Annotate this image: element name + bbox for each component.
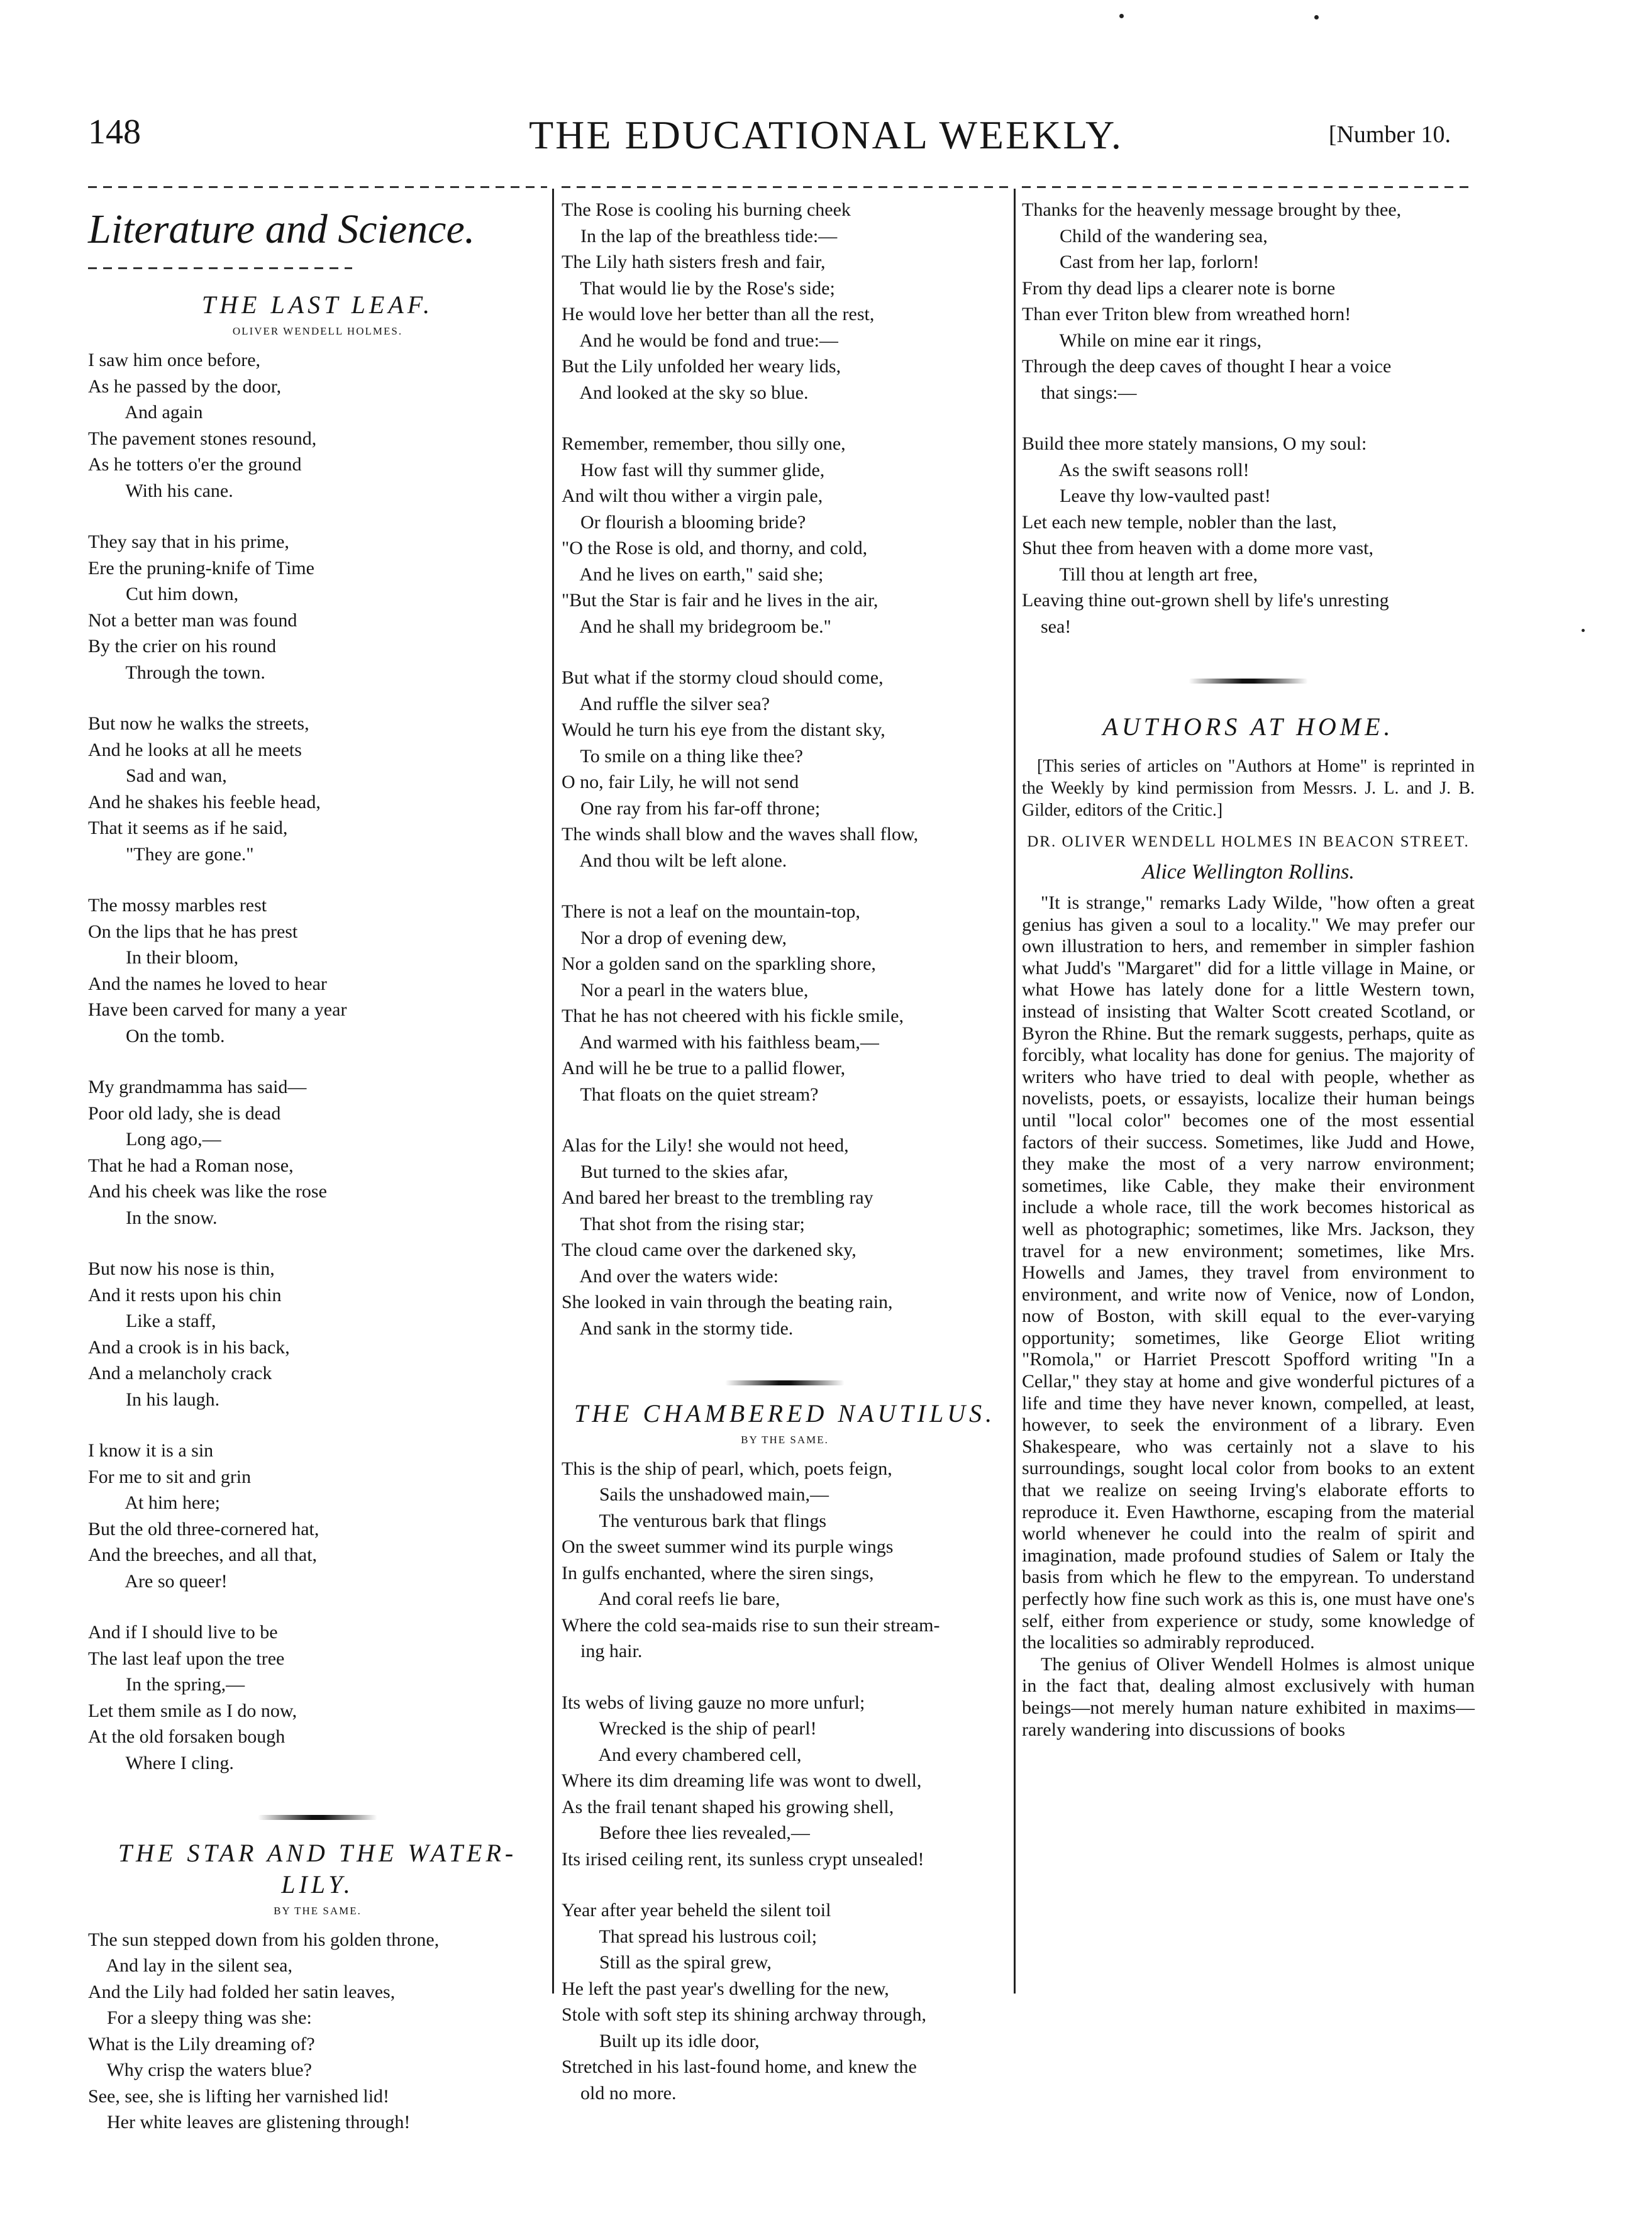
verse-line: The cloud came over the darkened sky, <box>562 1240 856 1260</box>
verse-line: Through the deep caves of thought I hear a voice <box>1022 356 1392 377</box>
column-rule-right <box>1014 189 1016 1994</box>
verse-line: On the sweet summer wind its purple wings <box>562 1536 894 1557</box>
verse-line: Build thee more stately mansions, O my soul: <box>1022 433 1367 454</box>
verse-line: That shot from the rising star; <box>562 1213 805 1234</box>
stanza <box>562 197 1008 406</box>
verse-line: Nor a pearl in the waters blue, <box>562 979 809 1001</box>
verse-line: And sank in the stormy tide. <box>562 1317 794 1339</box>
verse-line: That floats on the quiet stream? <box>562 1084 819 1105</box>
article-author: Alice Wellington Rollins. <box>1142 860 1355 884</box>
column-middle <box>562 182 1008 2131</box>
stanza <box>562 1133 1008 1341</box>
verse-line: Its irised ceiling rent, its sunless crypt unsealed! <box>562 1848 924 1870</box>
verse-line: But turned to the skies afar, <box>562 1161 789 1182</box>
verse-line: Than ever Triton blew from wreathed horn! <box>1022 304 1351 324</box>
verse-line: How fast will thy summer glide, <box>562 459 825 480</box>
verse-line: Not a better man was found <box>88 609 297 631</box>
editorial-note: [This series of articles on "Authors at Home" is reprinted in the Weekly by kind permission from Messrs. J. L. and J. B. Gilder, editors of the Critic.] <box>1022 756 1475 820</box>
verse-line: In the lap of the breathless tide:— <box>562 225 838 247</box>
verse-line: "But the Star is fair and he lives in the air, <box>562 590 879 611</box>
verse-line: As the swift seasons roll! <box>1022 459 1250 480</box>
verse-line: In their bloom, <box>88 947 239 968</box>
verse-line: Where its dim dreaming life was wont to dwell, <box>562 1770 922 1791</box>
verse-line: And it rests upon his chin <box>88 1284 282 1306</box>
scan-speck <box>1582 629 1585 632</box>
verse-line: Year after year beheld the silent toil <box>562 1900 831 1921</box>
verse-line: See, see, she is lifting her varnished lid! <box>88 2085 390 2107</box>
column-left <box>88 182 547 2161</box>
verse-line: And he shakes his feeble head, <box>88 791 321 812</box>
verse-line: But what if the stormy cloud should come, <box>562 667 884 688</box>
verse-line: Have been carved for many a year <box>88 999 347 1020</box>
verse-line: Thanks for the heavenly message brought by thee, <box>1022 199 1402 220</box>
verse-line: And looked at the sky so blue. <box>562 382 809 403</box>
verse-line: The sun stepped down from his golden throne, <box>88 1929 440 1950</box>
poem-title: THE LAST LEAF. <box>201 291 434 319</box>
verse-line: Long ago,— <box>88 1129 221 1150</box>
verse-line: Where I cling. <box>88 1752 234 1773</box>
verse-line: sea! <box>1022 616 1072 637</box>
verse-line: What is the Lily dreaming of? <box>88 2033 315 2055</box>
stanza <box>88 1438 547 1594</box>
verse-line: Stole with soft step its shining archway through, <box>562 2004 926 2025</box>
stanza <box>88 529 547 685</box>
article-title: AUTHORS AT HOME. <box>1102 712 1394 741</box>
verse-line: But now he walks the streets, <box>88 713 309 734</box>
verse-line: And a melancholy crack <box>88 1363 272 1384</box>
verse-line: And the Lily had folded her satin leaves, <box>88 1981 396 2002</box>
verse-line: Still as the spiral grew, <box>562 1952 772 1973</box>
verse-line: By the crier on his round <box>88 636 277 657</box>
ornamental-rule <box>562 1367 1008 1393</box>
issue-number: [Number 10. <box>1328 121 1451 148</box>
verse-line: My grandmamma has said— <box>88 1077 307 1097</box>
verse-line: Its webs of living gauze no more unfurl; <box>562 1692 865 1713</box>
poem-body <box>1022 197 1475 640</box>
verse-line: As he passed by the door, <box>88 375 282 397</box>
verse-line: On the tomb. <box>88 1025 225 1046</box>
stanza <box>562 1690 1008 1873</box>
poem-byline: OLIVER WENDELL HOLMES. <box>232 325 403 337</box>
verse-line: that sings:— <box>1022 382 1137 403</box>
verse-line: The last leaf upon the tree <box>88 1648 285 1669</box>
verse-line: This is the ship of pearl, which, poets feign, <box>562 1458 892 1479</box>
verse-line: Sails the unshadowed main,— <box>562 1484 829 1505</box>
stanza <box>88 711 547 867</box>
stanza <box>562 431 1008 640</box>
verse-line: The Lily hath sisters fresh and fair, <box>562 252 826 272</box>
poem-byline: BY THE SAME. <box>274 1904 362 1917</box>
column-rule-left <box>552 189 554 1994</box>
verse-line: In the snow. <box>88 1207 218 1228</box>
page-number: 148 <box>88 113 141 152</box>
verse-line: Are so queer! <box>88 1570 228 1592</box>
verse-line: And bared her breast to the trembling ray <box>562 1187 873 1208</box>
verse-line: The venturous bark that flings <box>562 1510 827 1531</box>
poem-body <box>562 1456 1008 2107</box>
verse-line: Her white leaves are glistening through! <box>88 2112 411 2132</box>
verse-line: Like a staff, <box>88 1311 216 1331</box>
stanza <box>88 1074 547 1231</box>
scan-speck <box>1119 14 1124 18</box>
verse-line: For a sleepy thing was she: <box>88 2007 312 2028</box>
verse-line: O no, fair Lily, he will not send <box>562 772 799 792</box>
verse-line: At the old forsaken bough <box>88 1726 285 1747</box>
scan-speck <box>1314 15 1319 19</box>
verse-line: Leaving thine out-grown shell by life's unresting <box>1022 590 1389 611</box>
verse-line: On the lips that he has prest <box>88 921 298 942</box>
stanza <box>1022 197 1475 406</box>
article-paragraph: "It is strange," remarks Lady Wilde, "how often a great genius has given a soul to a locality." We may prefer our own illustration to hers, and remember in simpler fashion what Judd's "Margaret" did for a little village in Maine, or what Howe has lately done for a little Western town, instead of insisting that Walter Scott created Scotland, or Byron the Rhine. But the remark suggests, perhaps, quite as forcibly, what locality has done for genius. The majority of writers who have tried to deal with people, whether as novelists, poets, or essayists, localize their human beings until "local color" becomes one of the most essential factors of their success. Sometimes, like Judd and Howe, they make the most of a very narrow environment; sometimes, like Cable, they make their environment include a whole race, till the work becomes historical as well as photographic; sometimes, like Mrs. Jackson, they travel for a new environment; sometimes, like Mrs. Howells and James, they travel from environment to environment, and write now of Venice, now of London, now of Boston, with skill equal to the ever-varying opportunity; sometimes, like George Eliot writing "Romola," or Harriet Prescott Spofford writing "In a Cellar," they stay at home and give wonderful pictures of a life and time they have never known, compelled, at least, however, to seek the environment of a library. Even Shakespeare, who was certainly not a slave to his surroundings, sought local color from books to an extent that we realize on seeing Irving's elaborate efforts to reproduce it. Even Hawthorne, escaping from the material world whenever he could into the realm of spirit and imagination, made profound studies of Salem or Italy the basis from which he flew to the empyrean. To understand perfectly how fine such work as this is, one must have one's self, either from experience or study, some knowledge of the localities so admirably reproduced. <box>1022 892 1475 1653</box>
poem-body <box>562 197 1008 1341</box>
verse-line: As the frail tenant shaped his growing shell, <box>562 1796 894 1817</box>
verse-line: Sad and wan, <box>88 765 227 786</box>
verse-line: And warmed with his faithless beam,— <box>562 1031 879 1053</box>
verse-line: At him here; <box>88 1492 220 1513</box>
verse-line: With his cane. <box>88 480 233 501</box>
verse-line: Shut thee from heaven with a dome more vast, <box>1022 538 1374 558</box>
stanza <box>88 892 547 1049</box>
poem-title: THE STAR AND THE WATER-LILY. <box>118 1838 518 1899</box>
verse-line: And if I should live to be <box>88 1622 278 1643</box>
verse-line: Or flourish a blooming bride? <box>562 511 806 533</box>
verse-line: But now his nose is thin, <box>88 1258 275 1279</box>
dashed-rule <box>88 186 547 188</box>
verse-line: In his laugh. <box>88 1389 220 1410</box>
verse-line: Leave thy low-vaulted past! <box>1022 485 1271 506</box>
stanza <box>1022 431 1475 640</box>
stanza <box>88 1256 547 1412</box>
verse-line: And again <box>88 402 203 423</box>
verse-line: Wrecked is the ship of pearl! <box>562 1718 817 1739</box>
stanza <box>88 1619 547 1776</box>
stanza <box>88 347 547 504</box>
verse-line: Built up its idle door, <box>562 2030 760 2051</box>
verse-line: From thy dead lips a clearer note is borne <box>1022 277 1336 299</box>
verse-line: Before thee lies revealed,— <box>562 1822 810 1843</box>
dashed-rule <box>562 186 1008 188</box>
verse-line: And lay in the silent sea, <box>88 1955 292 1976</box>
verse-line: Cast from her lap, forlorn! <box>1022 252 1260 272</box>
verse-line: Would he turn his eye from the distant sky, <box>562 719 885 740</box>
dashed-rule <box>88 267 352 269</box>
verse-line: He left the past year's dwelling for the new, <box>562 1978 889 1999</box>
verse-line: And he would be fond and true:— <box>562 330 838 351</box>
verse-line: And he lives on earth," said she; <box>562 563 824 585</box>
verse-line: Nor a drop of evening dew, <box>562 927 787 948</box>
verse-line: Till thou at length art free, <box>1022 563 1258 585</box>
verse-line: Where the cold sea-maids rise to sun their stream- <box>562 1614 940 1636</box>
verse-line: And he looks at all he meets <box>88 739 302 760</box>
verse-line: That it seems as if he said, <box>88 818 288 838</box>
verse-line: The mossy marbles rest <box>88 895 267 916</box>
article-paragraph: The genius of Oliver Wendell Holmes is almost unique in the fact that, dealing almost exclusively with human beings—not merely human nature exhibited in maxims—rarely wandering into discussions of books <box>1022 1653 1475 1740</box>
verse-line: But the Lily unfolded her weary lids, <box>562 356 841 377</box>
verse-line: That would lie by the Rose's side; <box>562 277 835 299</box>
verse-line: He would love her better than all the rest, <box>562 304 875 324</box>
verse-line: And the breeches, and all that, <box>88 1545 318 1565</box>
verse-line: And thou wilt be left alone. <box>562 850 787 871</box>
verse-line: And a crook is in his back, <box>88 1336 290 1358</box>
verse-line: They say that in his prime, <box>88 531 289 552</box>
verse-line: In the spring,— <box>88 1674 245 1695</box>
article-subhead: DR. OLIVER WENDELL HOLMES IN BEACON STREET. <box>1027 833 1470 850</box>
verse-line: One ray from his far-off throne; <box>562 797 821 819</box>
section-title: Literature and Science. <box>88 206 475 252</box>
verse-line: Child of the wandering sea, <box>1022 225 1268 247</box>
verse-line: Stretched in his last-found home, and knew the <box>562 2056 917 2077</box>
verse-line: And ruffle the silver sea? <box>562 693 770 714</box>
verse-line: I saw him once before, <box>88 350 261 370</box>
poem-body <box>88 1927 547 2136</box>
verse-line: "They are gone." <box>88 843 254 865</box>
stanza <box>562 665 1008 873</box>
verse-line: The Rose is cooling his burning cheek <box>562 199 851 220</box>
ornamental-rule <box>1022 665 1475 691</box>
verse-line: Poor old lady, she is dead <box>88 1102 281 1124</box>
verse-line: As he totters o'er the ground <box>88 454 302 475</box>
verse-line: But the old three-cornered hat, <box>88 1518 319 1539</box>
poem-byline: BY THE SAME. <box>741 1433 829 1446</box>
verse-line: And wilt thou wither a virgin pale, <box>562 485 823 506</box>
stanza <box>562 1456 1008 1665</box>
verse-line: That he has not cheered with his fickle smile, <box>562 1006 904 1026</box>
verse-line: Nor a golden sand on the sparkling shore, <box>562 953 876 974</box>
verse-line: And every chambered cell, <box>562 1744 802 1765</box>
verse-line: And coral reefs lie bare, <box>562 1589 780 1609</box>
stanza <box>562 899 1008 1107</box>
stanza <box>562 1897 1008 2106</box>
verse-line: To smile on a thing like thee? <box>562 745 803 767</box>
verse-line: That he had a Roman nose, <box>88 1155 294 1176</box>
verse-line: And the names he loved to hear <box>88 973 327 994</box>
verse-line: Alas for the Lily! she would not heed, <box>562 1135 849 1156</box>
verse-line: That spread his lustrous coil; <box>562 1926 818 1947</box>
verse-line: I know it is a sin <box>88 1440 214 1461</box>
verse-line: Let them smile as I do now, <box>88 1700 297 1721</box>
verse-line: Ere the pruning-knife of Time <box>88 557 314 579</box>
verse-line: "O the Rose is old, and thorny, and cold, <box>562 538 868 558</box>
verse-line: While on mine ear it rings, <box>1022 330 1262 351</box>
verse-line: Through the town. <box>88 662 265 683</box>
verse-line: And will he be true to a pallid flower, <box>562 1058 846 1079</box>
column-right <box>1022 182 1475 1741</box>
verse-line: There is not a leaf on the mountain-top, <box>562 901 860 922</box>
journal-title: THE EDUCATIONAL WEEKLY. <box>529 113 1123 157</box>
verse-line: Let each new temple, nobler than the last, <box>1022 511 1337 533</box>
verse-line: Cut him down, <box>88 584 239 604</box>
verse-line: old no more. <box>562 2082 677 2104</box>
verse-line: The pavement stones resound, <box>88 428 317 449</box>
verse-line: And his cheek was like the rose <box>88 1181 327 1202</box>
verse-line: For me to sit and grin <box>88 1466 252 1487</box>
verse-line: In gulfs enchanted, where the siren sings, <box>562 1562 874 1583</box>
verse-line: And he shall my bridegroom be." <box>562 616 831 637</box>
poem-title: THE CHAMBERED NAUTILUS. <box>574 1399 996 1428</box>
verse-line: Remember, remember, thou silly one, <box>562 433 846 454</box>
verse-line: She looked in vain through the beating rain, <box>562 1292 893 1312</box>
verse-line: And over the waters wide: <box>562 1265 779 1287</box>
poem-body <box>88 347 547 1776</box>
verse-line: The winds shall blow and the waves shall flow, <box>562 824 919 845</box>
ornamental-rule <box>88 1801 547 1827</box>
verse-line: Why crisp the waters blue? <box>88 2060 313 2080</box>
dashed-rule <box>1022 186 1475 188</box>
stanza <box>88 1927 547 2136</box>
verse-line: ing hair. <box>562 1641 643 1661</box>
